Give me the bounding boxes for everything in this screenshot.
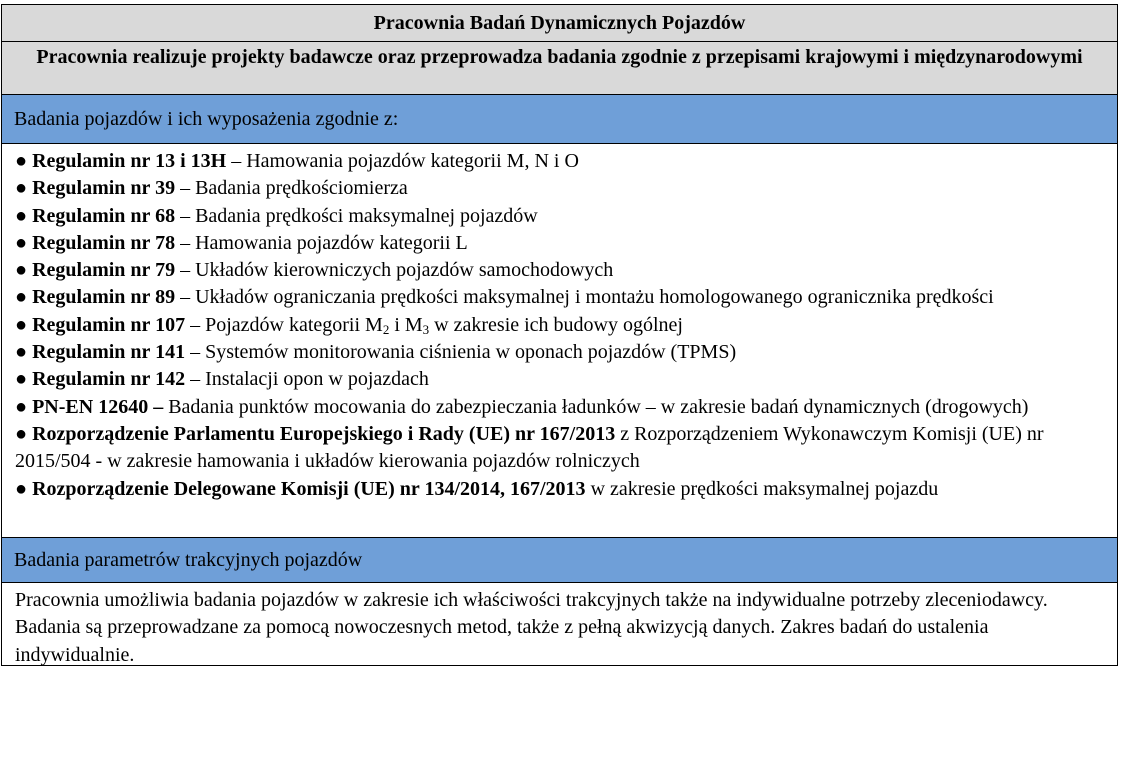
- item-title: Rozporządzenie Delegowane Komisji (UE) nr 134/2014, 167/2013: [32, 477, 586, 500]
- item-text: – Hamowania pojazdów kategorii L: [175, 231, 468, 254]
- item-text: – Instalacji opon w pojazdach: [185, 368, 429, 391]
- section-heading-traction: Badania parametrów trakcyjnych pojazdów: [2, 538, 1117, 583]
- item-text: – Badania prędkościomierza: [175, 177, 408, 200]
- item-text: – Pojazdów kategorii M: [185, 313, 383, 336]
- item-title: Regulamin nr 68: [32, 204, 176, 227]
- list-item: [15, 203, 1104, 230]
- bullet: ●: [15, 259, 28, 282]
- item-title: PN-EN 12640 –: [32, 395, 164, 418]
- subscript: 3: [422, 321, 430, 337]
- item-text: – Hamowania pojazdów kategorii M, N i O: [226, 150, 579, 172]
- bullet: ●: [15, 477, 28, 500]
- bullet: ●: [15, 231, 28, 254]
- list-item: [15, 421, 1104, 476]
- bullet: ●: [15, 422, 28, 445]
- list-item: [15, 394, 1104, 421]
- bullet: ●: [15, 286, 28, 309]
- document-table: [1, 4, 1118, 666]
- item-text: Badania punktów mocowania do zabezpieczania ładunków – w zakresie badań dynamicznych (drogowych): [163, 395, 1029, 418]
- item-title: Rozporządzenie Parlamentu Europejskiego i Rady (UE) nr 167/2013: [32, 422, 616, 445]
- item-title: Regulamin nr 39: [32, 177, 176, 200]
- item-text: i M: [389, 313, 423, 336]
- bullet: ●: [15, 313, 28, 336]
- standards-list: [2, 144, 1117, 538]
- item-title: Regulamin nr 89: [32, 286, 176, 309]
- item-text: w zakresie prędkości maksymalnej pojazdu: [585, 477, 939, 500]
- list-item: [15, 476, 1104, 503]
- item-title: Regulamin nr 79: [32, 259, 176, 282]
- bullet: ●: [15, 368, 28, 391]
- item-text: z Rozporządzeniem Wykonawczym Komisji (UE) nr 2015/504 - w zakresie hamowania i układów kierowania pojazdów rolniczych: [15, 422, 1044, 473]
- item-text: w zakresie ich budowy ogólnej: [429, 313, 683, 336]
- item-title: Regulamin nr 78: [32, 231, 176, 254]
- item-text: – Układów ograniczania prędkości maksymalnej i montażu homologowanego ogranicznika prędkości: [175, 286, 994, 309]
- list-item: [15, 257, 1104, 284]
- list-item: [15, 148, 1104, 175]
- item-text: – Badania prędkości maksymalnej pojazdów: [175, 204, 538, 227]
- traction-description: Pracownia umożliwia badania pojazdów w zakresie ich właściwości trakcyjnych także na indywidualne potrzeby zleceniodawcy. Badania są przeprowadzane za pomocą nowoczesnych metod, także z pełną akwizycją danych. Zakres badań do ustalenia indywidualnie.: [15, 589, 1048, 666]
- list-item: [15, 312, 1104, 339]
- section-heading-standards: Badania pojazdów i ich wyposażenia zgodnie z:: [2, 95, 1117, 144]
- item-title: Regulamin nr 13 i 13H: [32, 150, 227, 172]
- page-subtitle: Pracownia realizuje projekty badawcze oraz przeprowadza badania zgodnie z przepisami krajowymi i międzynarodowymi: [2, 42, 1117, 95]
- list-item: [15, 175, 1104, 202]
- bullet: ●: [15, 341, 28, 364]
- list-item: [15, 284, 1104, 311]
- page-title: Pracownia Badań Dynamicznych Pojazdów: [2, 5, 1117, 42]
- item-title: Regulamin nr 141: [32, 341, 186, 364]
- item-text: – Systemów monitorowania ciśnienia w oponach pojazdów (TPMS): [185, 341, 737, 364]
- item-title: Regulamin nr 107: [32, 313, 186, 336]
- item-text: – Układów kierowniczych pojazdów samochodowych: [175, 259, 614, 282]
- bullet: ●: [15, 150, 28, 172]
- list-item: [15, 230, 1104, 257]
- list-item: [15, 339, 1104, 366]
- bullet: ●: [15, 204, 28, 227]
- item-title: Regulamin nr 142: [32, 368, 186, 391]
- subscript: 2: [382, 321, 390, 337]
- list-item: [15, 366, 1104, 393]
- bullet: ●: [15, 395, 28, 418]
- bullet: ●: [15, 177, 28, 200]
